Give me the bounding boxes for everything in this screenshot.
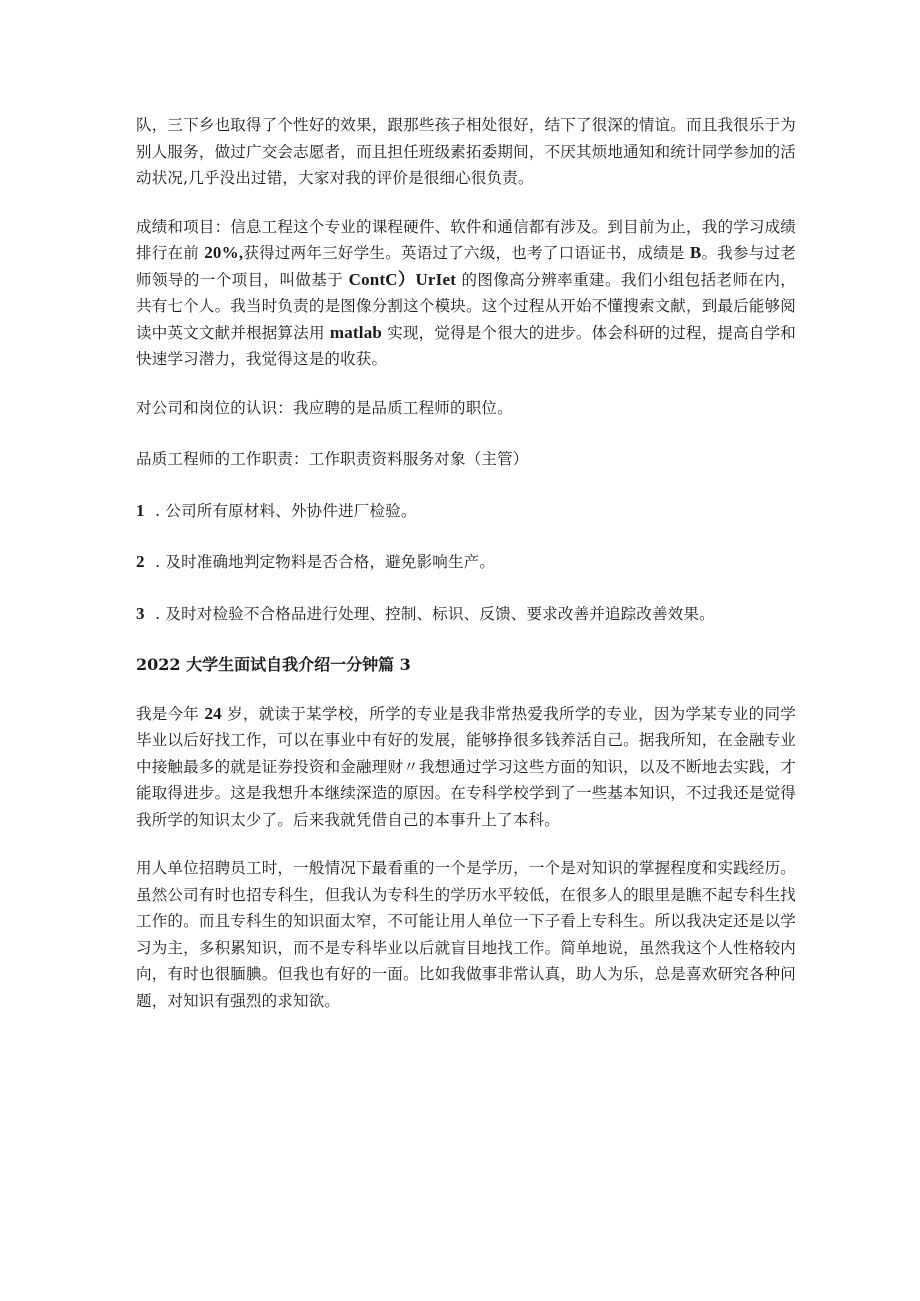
bold-project-name: ContC）UrIet [348, 269, 457, 289]
text-run: 实现，觉得是个很大的进步。体会科研的过程，提高自学和快速学习潜力，我觉得这是的收获。 [136, 323, 796, 368]
list-item-3 [136, 601, 796, 628]
list-text: . 及时对检验不合格品进行处理、控制、标识、反馈、要求改善并追踪改善效果。 [150, 604, 715, 623]
text-run: 的图像高分辨率重建。我们小组包括老师在内，共有七个人。我当时负责的是图像分割这个模块。这个过程从开始不懂搜索文献，到最后能够阅读中英文文献并根据算法用 [136, 270, 796, 342]
document-page [136, 112, 796, 1036]
bold-percentage: 20%, [204, 243, 244, 262]
list-number: 1 [136, 500, 145, 520]
section-heading: 2022 大学生面试自我介绍一分钟篇 3 [136, 655, 411, 674]
paragraph-volunteer: 队，三下乡也取得了个性好的效果，跟那些孩子相处很好，结下了很深的情谊。而且我很乐于为别人服务，做过广交会志愿者，而且担任班级素拓委期间，不厌其烦地通知和统计同学参加的活动状况,几乎没出过错，大家对我的评价是很细心很负责。 [136, 116, 796, 187]
list-text: . 及时准确地判定物料是否合格，避免影响生产。 [150, 553, 496, 571]
paragraph-achievements [136, 214, 796, 373]
list-item-1 [136, 498, 796, 525]
paragraph-employer-view: 用人单位招聘员工时，一般情况下最看重的一个是学历，一个是对知识的掌握程度和实践经历。虽然公司有时也招专科生，但我认为专科生的学历水平较低，在很多人的眼里是瞧不起专科生找工作的。而且专科生的知识面太窄，不可能让用人单位一下子看上专科生。所以我决定还是以学习为主，多积累知识，而不是专科毕业以后就盲目地找工作。简单地说，虽然我这个人性格较内向，有时也很腼腆。但我也有好的一面。比如我做事非常认真，助人为乐，总是喜欢研究各种问题，对知识有强烈的求知欲。 [136, 859, 796, 1010]
list-text: . 公司所有原材料、外协件进厂检验。 [150, 501, 417, 520]
text-run: 我是今年 [136, 704, 205, 723]
list-number: 3 [136, 603, 145, 623]
text-run: 获得过两年三好学生。英语过了六级，也考了口语证书，成绩是 [243, 244, 690, 262]
bold-grade: B [689, 243, 702, 262]
text-run: 岁，就读于某学校，所学的专业是我非常热爱我所学的专业，因为学某专业的同学毕业以后好找工作，可以在事业中有好的发展，能够挣很多钱养活自己。据我所知，在金融专业中接触最多的就是证券投资和金融理财〃我想通过学习这些方面的知识，以及不断地去实践，才能取得进步。这是我想升本继续深造的原因。在专科学校学到了一些基本知识，不过我还是觉得我所学的知识太少了。后来我就凭借自己的本事升上了本科。 [136, 704, 796, 829]
text-run: 成绩和项目：信息工程这个专业的课程硬件、软件和通信都有涉及。到目前为止，我的学习成绩排行在前 [136, 217, 796, 262]
bold-age: 24 [204, 703, 222, 723]
list-number: 2 [136, 552, 145, 571]
paragraph-company-understanding: 对公司和岗位的认识：我应聘的是品质工程师的职位。 [136, 398, 513, 417]
bold-matlab: matlab [329, 322, 383, 342]
paragraph-job-duties: 品质工程师的工作职责：工作职责资料服务对象（主管） [136, 450, 529, 468]
list-item-2 [136, 549, 796, 576]
paragraph-self-intro [136, 701, 796, 834]
text-run: 。我参与过老师领导的一个项目，叫做基于 [136, 244, 796, 289]
